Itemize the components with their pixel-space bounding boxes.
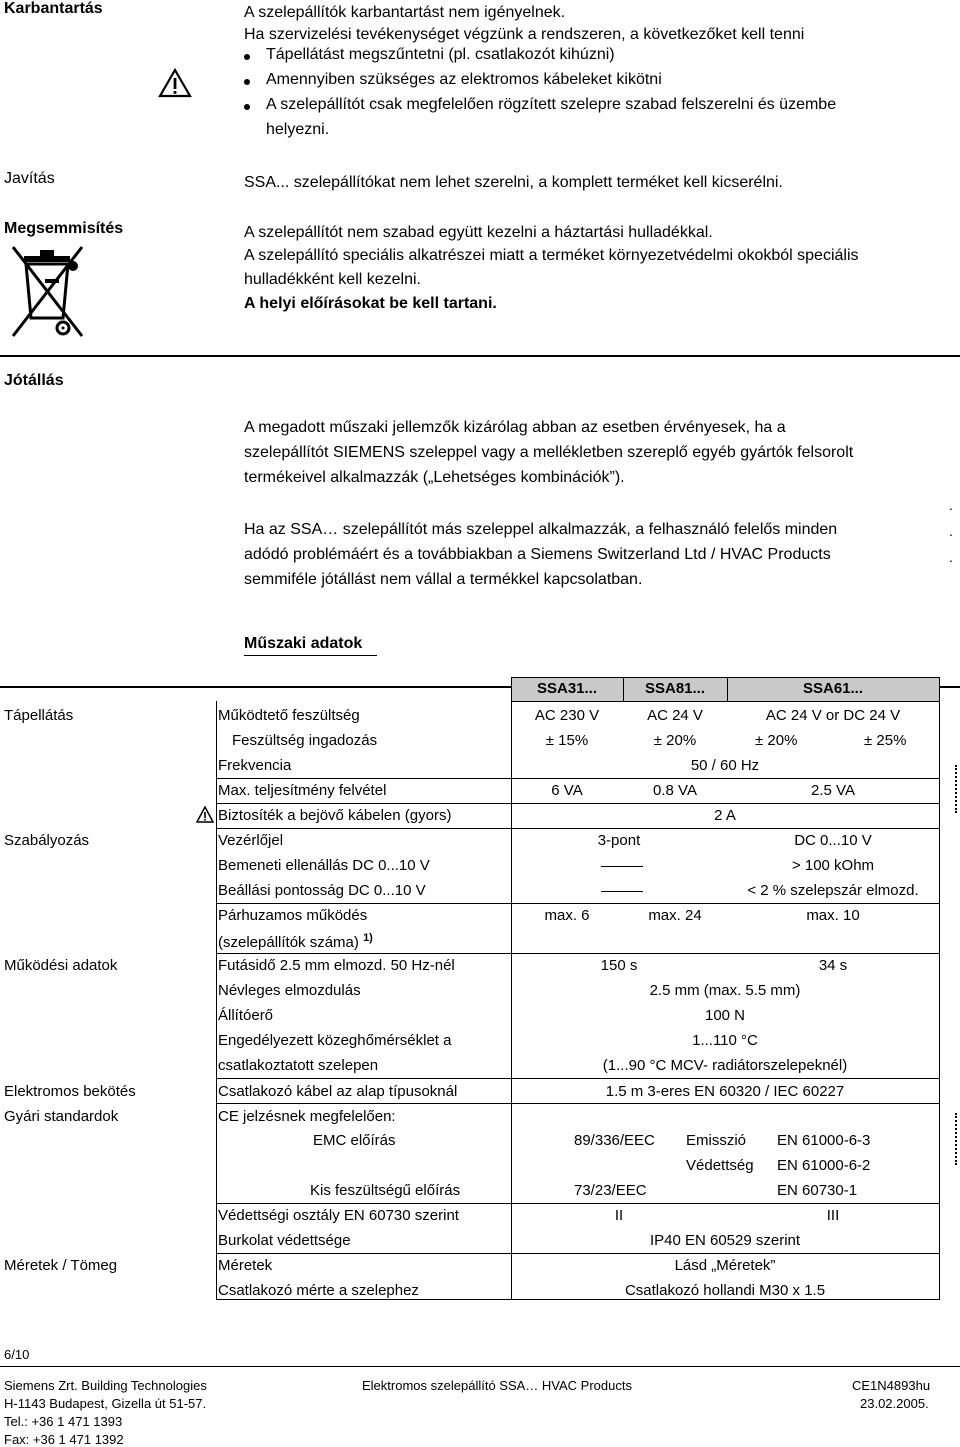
row-label: Csatlakozó mérte a szelephez [218,1282,419,1299]
side-label-elektromos: Elektromos bekötés [4,1083,136,1100]
karbantartas-line-1: A szelepállítók karbantartást nem igényelnek. [244,4,566,21]
jotallas-p1-line-1: A megadott műszaki jellemzők kizárólag abban az esetben érvényesek, ha a [244,419,786,436]
row-divider [216,1103,939,1104]
cell-all: IP40 EN 60529 szerint [649,1232,801,1249]
cell-ssa61: max. 10 [806,907,860,924]
row-label: Kis feszültségű előírás [310,1182,461,1199]
section-label-karbantartas: Karbantartás [4,0,103,17]
footer-doc-title: Elektromos szelepállító SSA… HVAC Products [362,1378,632,1393]
row-label: Frekvencia [218,757,292,774]
not-applicable-dash [601,891,643,892]
cell-all: 2 A [714,807,736,824]
cell-ssa31: 6 VA [551,782,583,799]
section-divider [0,355,960,357]
cell-ssa31-81: 3-pont [597,832,641,849]
cell-ssa61: < 2 % szelepszár elmozd. [747,882,919,899]
cell-standard: EN 60730-1 [777,1182,858,1199]
section-label-javitas: Javítás [4,170,55,187]
cell-ssa31: ± 15% [545,732,589,749]
cell-ssa61: 34 s [818,957,848,974]
cell-ssa31-81: II [614,1207,624,1224]
cell-ssa61-ac: ± 20% [755,732,798,749]
cell-ssa61: AC 24 V or DC 24 V [765,707,901,724]
megsemmisites-line-1: A szelepállítót nem szabad együtt kezelni a háztartási hulladékkal. [244,224,713,241]
table-border [939,677,940,1299]
column-header: SSA61... [802,680,864,697]
warning-icon [158,68,192,98]
table-border [216,1299,940,1300]
table-border [511,701,940,702]
side-label-szabalyozas: Szabályozás [4,832,90,849]
row-label: Biztosíték a bejövő kábelen (gyors) [218,807,452,824]
cell-ssa61: 2.5 VA [811,782,855,799]
side-label-tapellatas: Tápellátás [4,707,74,724]
row-label-text: (szelepállítók száma) [218,934,359,951]
cell-all: 100 N [704,1007,746,1024]
row-label: CE jelzésnek megfelelően: [218,1108,396,1125]
row-label: Burkolat védettsége [218,1232,351,1249]
row-label: Működtető feszültség [218,707,360,724]
row-divider [216,778,939,779]
row-label: Védettségi osztály EN 60730 szerint [218,1207,459,1224]
warning-icon [196,806,214,823]
cell-standard: EN 61000-6-3 [777,1132,871,1149]
row-divider [216,828,939,829]
not-applicable-dash [601,866,643,867]
side-label-gyari: Gyári standardok [4,1108,119,1125]
row-label: Csatlakozó kábel az alap típusoknál [218,1083,458,1100]
jotallas-p1-line-3: termékeivel alkalmazzák („Lehetséges kombinációk”). [244,469,625,486]
row-divider [216,1253,939,1254]
row-label-line-2 [218,932,373,951]
cell-ssa61: DC 0...10 V [794,832,872,849]
jotallas-p1-line-2: szelepállítót SIEMENS szeleppel vagy a mellékletben szereplő egyéb gyártók felsorolt [244,444,854,461]
cell-ssa31: AC 230 V [534,707,600,724]
cell-all: 50 / 60 Hz [690,757,760,774]
page-number: 6/10 [4,1347,30,1362]
margin-dotted-mark [955,765,960,813]
cell-ssa31-81: 150 s [600,957,638,974]
row-label: Állítóerő [218,1007,274,1024]
column-header: SSA31... [536,680,598,697]
bullet-icon [244,79,250,85]
cell-directive: 89/336/EEC [574,1132,655,1149]
row-label: Feszültség ingadozás [232,732,378,749]
row-label: Névleges elmozdulás [218,982,361,999]
cell-all: 2.5 mm (max. 5.5 mm) [649,982,801,999]
row-label: Bemeneti ellenállás DC 0...10 V [218,857,430,874]
footer-fax: Fax: +36 1 471 1392 [4,1432,124,1447]
row-label: Max. teljesítmény felvétel [218,782,387,799]
row-divider [216,903,939,904]
row-label: Méretek [218,1257,273,1274]
footnote-marker: 1) [363,932,373,944]
row-label: Vezérlőjel [218,832,284,849]
margin-dotted-mark [955,1113,960,1165]
footer-address: H-1143 Budapest, Gizella út 51-57. [4,1396,207,1411]
cell-ssa61: > 100 kOhm [791,857,875,874]
row-divider [216,1203,939,1204]
cell-ssa81: max. 24 [648,907,702,924]
bullet-icon [244,54,250,60]
bullet-icon [244,104,250,110]
row-divider [216,953,939,954]
section-label-megsemmisites: Megsemmisítés [4,220,124,237]
column-header: SSA81... [644,680,706,697]
cell-all: Lásd „Méretek” [674,1257,776,1274]
row-divider [216,803,939,804]
cell-all-note: (1...90 °C MCV- radiátorszelepeknél) [602,1057,848,1074]
cell-type: Emisszió [686,1132,747,1149]
footer-company: Siemens Zrt. Building Technologies [4,1378,207,1393]
cell-ssa61: III [826,1207,840,1224]
row-label: EMC előírás [313,1132,396,1149]
cell-all: Csatlakozó hollandi M30 x 1.5 [624,1282,826,1299]
row-label: Futásidő 2.5 mm elmozd. 50 Hz-nél [218,957,455,974]
cell-directive: 73/23/EEC [574,1182,647,1199]
section-label-jotallas: Jótállás [4,372,64,389]
megsemmisites-line-4: A helyi előírásokat be kell tartani. [244,295,497,312]
cell-ssa61-dc: ± 25% [864,732,907,749]
row-label: Párhuzamos működés [218,907,368,924]
footer-tel: Tel.: +36 1 471 1393 [4,1414,123,1429]
muszaki-title: Műszaki adatok [244,635,363,652]
megsemmisites-line-3: hulladékként kell kezelni. [244,271,421,288]
side-label-mukodesi: Működési adatok [4,957,118,974]
title-underline [244,655,377,656]
row-divider [216,1078,939,1079]
cell-ssa81: 0.8 VA [653,782,697,799]
row-label: Beállási pontosság DC 0...10 V [218,882,426,899]
list-item-continuation: helyezni. [266,121,330,138]
margin-marks: . . . [949,497,953,565]
footer-doc-id: CE1N4893hu [852,1378,931,1393]
cell-standard: EN 61000-6-2 [777,1157,871,1174]
weee-bin-icon [10,244,86,340]
cell-ssa81: AC 24 V [647,707,703,724]
karbantartas-line-2: Ha szervizelési tevékenységet végzünk a rendszeren, a következőket kell tenni [244,26,805,43]
jotallas-p2-line-2: adódó problémáért és a továbbiakban a Siemens Switzerland Ltd / HVAC Products [244,546,831,563]
footer-date: 23.02.2005. [860,1396,929,1411]
cell-all: 1...110 °C [692,1032,758,1049]
side-label-meretek: Méretek / Tömeg [4,1257,118,1274]
footer-divider [0,1366,960,1367]
row-label: Engedélyezett közeghőmérséklet a [218,1032,452,1049]
cell-all: 1.5 m 3-eres EN 60320 / IEC 60227 [605,1083,845,1100]
megsemmisites-line-2: A szelepállító speciális alkatrészei miatt a terméket környezetvédelmi okokból speciális [244,247,859,264]
jotallas-p2-line-1: Ha az SSA… szelepállítót más szeleppel alkalmazzák, a felhasználó felelős minden [244,521,838,538]
cell-type: Védettség [686,1157,754,1174]
table-border [216,701,217,1299]
cell-ssa31: max. 6 [544,907,590,924]
jotallas-p2-line-3: semmiféle jótállást nem vállal a termékkel kapcsolatban. [244,571,643,588]
row-label-line-2: csatlakoztatott szelepen [218,1057,379,1074]
cell-ssa81: ± 20% [653,732,697,749]
javitas-text: SSA... szelepállítókat nem lehet szerelni, a komplett terméket kell kicserélni. [244,174,783,191]
table-border [511,677,940,678]
